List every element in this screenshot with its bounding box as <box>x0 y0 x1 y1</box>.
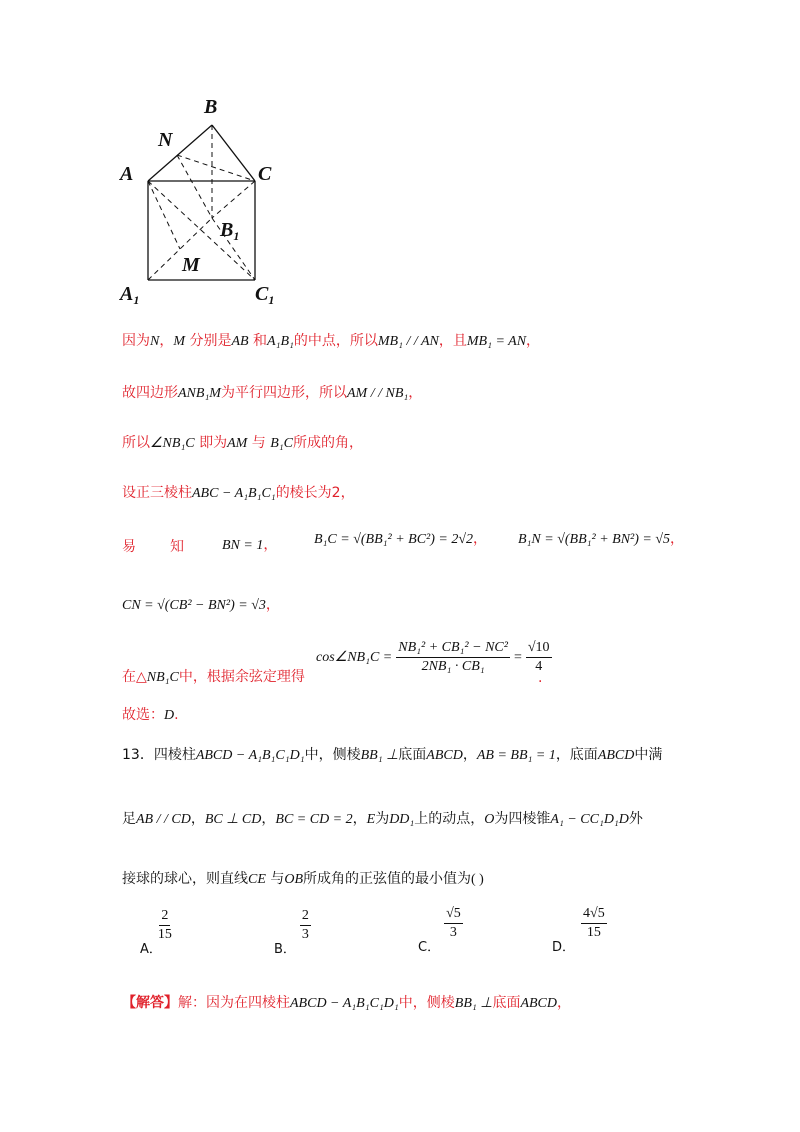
label-B: B <box>204 96 218 118</box>
option-C[interactable]: C． $\frac{√5}{3}$ <box>418 906 461 955</box>
option-A[interactable]: A． $\frac{2}{15}$ <box>140 908 172 957</box>
option-C-fraction: $\frac{√5}{3}$ <box>446 906 461 940</box>
solution-line-3: 所以∠NB₁C 即为AM 与 B₁C所成的角， <box>122 435 363 451</box>
label-A: A <box>120 163 134 185</box>
formula-B1C: B₁C = √(BB₁² + BC²) = 2√2， <box>314 531 488 547</box>
solution-line-2: 故四边形ANB₁M为平行四边形，所以AM / / NB₁， <box>122 385 423 401</box>
option-A-fraction: $\frac{2}{15}$ <box>157 908 172 942</box>
question-13-line-2: 足AB / / CD，BC ⊥ CD，BC = CD = 2，E为DD₁上的动点，O为四棱锥A₁ − CC₁D₁D外 <box>122 811 643 827</box>
solution-line-1: 因为N，M 分别是AB 和A₁B₁的中点，所以MB₁ / / AN，且MB₁ = AN， <box>122 333 541 349</box>
question-13-line-3: 接球的球心，则直线CE 与OB所成角的正弦值的最小值为( ) <box>122 871 484 887</box>
option-D[interactable]: D． $\frac{4√5}{15}$ <box>552 906 605 955</box>
question-13-line-1: 13．四棱柱ABCD − A₁B₁C₁D₁中，侧棱BB₁ ⊥底面ABCD，AB = BB₁ = 1，底面ABCD中满 <box>122 747 663 763</box>
edge-B1-C1 <box>212 218 255 280</box>
question-number: 13． <box>122 747 154 763</box>
formula-CN: CN = √(CB² − BN²) = √3， <box>122 597 280 613</box>
solution-line-5-zhi: 知 <box>170 539 184 555</box>
answer-tag: 【解答】 <box>122 995 178 1011</box>
label-N: N <box>158 129 173 151</box>
solution-line-4: 设正三棱柱ABC − A₁B₁C₁的棱长为2， <box>122 485 355 501</box>
label-C: C <box>258 163 272 185</box>
segment-A-M <box>148 181 180 249</box>
solution-line-5-yi: 易 <box>122 539 136 555</box>
answer-line: 【解答】解：因为在四棱柱ABCD − A₁B₁C₁D₁中，侧棱BB₁ ⊥底面ABCD， <box>122 995 572 1011</box>
option-B[interactable]: B． $\frac{2}{3}$ <box>274 908 309 957</box>
formula-cosine: cos∠NB₁C = $\frac{\text{NB₁² + CB₁² − NC²}}{\text{2NB₁ · CB₁}}$ = $\frac{√10}{4}$ <box>316 640 550 674</box>
segment-C-B1 <box>212 181 255 218</box>
label-A1: $A_1$ <box>120 283 140 307</box>
option-B-fraction: $\frac{2}{3}$ <box>301 908 309 942</box>
label-C1: $C_1$ <box>255 283 275 307</box>
label-M: M <box>182 254 200 276</box>
solution-line-8: 故选：D. <box>122 707 179 723</box>
fraction-cosine: $\frac{\text{NB₁² + CB₁² − NC²}}{\text{2NB₁ · CB₁}}$ <box>398 640 508 674</box>
solution-line-7-text: 在△NB₁C中，根据余弦定理得 <box>122 669 305 685</box>
answer-blank: ( ) <box>471 872 484 887</box>
option-D-fraction: $\frac{4√5}{15}$ <box>583 906 605 940</box>
segment-N-C <box>177 155 255 181</box>
prism-figure <box>110 88 310 310</box>
fraction-result: $\frac{√10}{4}$ <box>527 640 550 674</box>
solution-line-7-period: . <box>538 670 543 686</box>
formula-B1N: B₁N = √(BB₁² + BN²) = √5， <box>518 531 685 547</box>
edge-B-C <box>212 125 255 181</box>
formula-BN: BN = 1， <box>222 537 278 553</box>
label-B1: $B_1$ <box>220 219 240 243</box>
